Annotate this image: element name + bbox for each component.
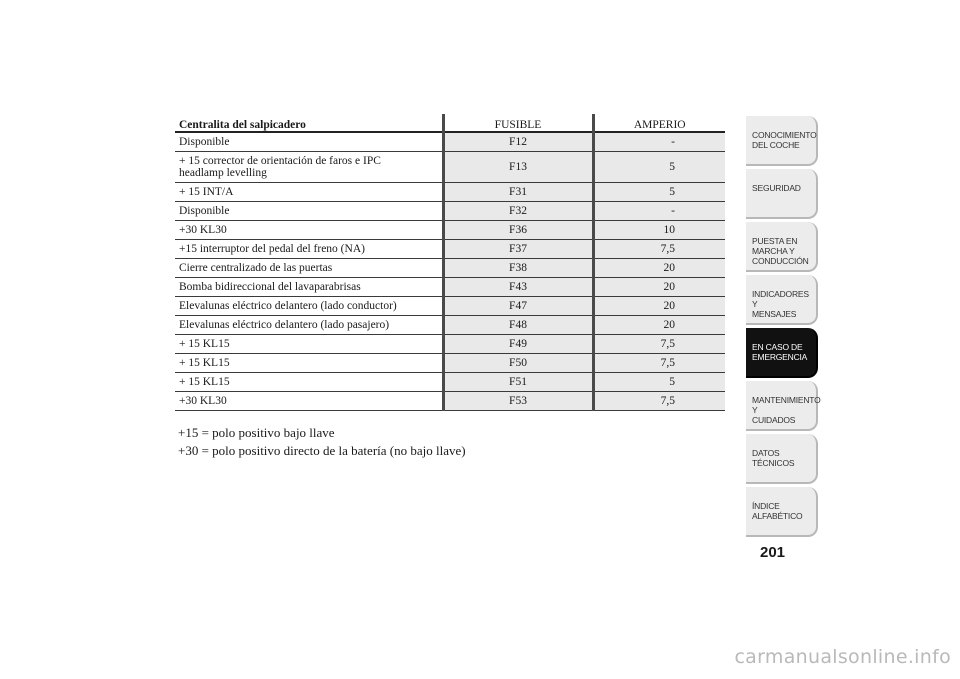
cell-description: +30 KL30 [175,392,443,411]
note-plus30: +30 = polo positivo directo de la batería (no bajo llave) [178,443,466,458]
cell-fuse: F12 [443,132,593,152]
column-header-description: Centralita del salpicadero [175,114,443,132]
chapter-tab-5[interactable]: EN CASO DE EMERGENCIA [746,328,818,378]
table-row [175,335,725,354]
cell-fuse: F36 [443,221,593,240]
cell-description: + 15 INT/A [175,183,443,202]
watermark-logo: carmanualsonline.info [734,646,951,668]
chapter-tabs [746,116,821,540]
table-row [175,392,725,411]
cell-ampere: 20 [593,316,725,335]
table-row [175,132,725,152]
note-plus15: +15 = polo positivo bajo llave [178,425,335,440]
cell-fuse: F49 [443,335,593,354]
cell-fuse: F31 [443,183,593,202]
chapter-tab-8[interactable]: ÍNDICE ALFABÉTICO [746,487,818,537]
table-row [175,278,725,297]
cell-ampere: 20 [593,297,725,316]
cell-ampere: 5 [593,152,725,183]
chapter-tab-7[interactable]: DATOS TÉCNICOS [746,434,818,484]
chapter-tab-4[interactable]: INDICADORES Y MENSAJES [746,275,818,325]
cell-fuse: F38 [443,259,593,278]
cell-description: + 15 KL15 [175,373,443,392]
cell-ampere: 5 [593,183,725,202]
cell-ampere: - [593,132,725,152]
table-row [175,240,725,259]
cell-description: Elevalunas eléctrico delantero (lado conductor) [175,297,443,316]
cell-ampere: 7,5 [593,240,725,259]
table-row [175,152,725,183]
table-row [175,354,725,373]
cell-description: + 15 corrector de orientación de faros e IPC headlamp levelling [175,152,443,183]
fuse-table [175,114,725,411]
table-header-row [175,114,725,132]
cell-description: +15 interruptor del pedal del freno (NA) [175,240,443,259]
cell-fuse: F53 [443,392,593,411]
cell-description: Disponible [175,132,443,152]
cell-ampere: 10 [593,221,725,240]
cell-ampere: 7,5 [593,335,725,354]
table-row [175,202,725,221]
cell-fuse: F37 [443,240,593,259]
cell-ampere: 20 [593,259,725,278]
notes [178,424,466,460]
table-row [175,221,725,240]
column-header-fuse: FUSIBLE [443,114,593,132]
cell-fuse: F13 [443,152,593,183]
cell-ampere: - [593,202,725,221]
cell-fuse: F51 [443,373,593,392]
page-number: 201 [760,544,786,561]
cell-ampere: 20 [593,278,725,297]
cell-ampere: 7,5 [593,392,725,411]
cell-fuse: F48 [443,316,593,335]
cell-fuse: F32 [443,202,593,221]
cell-description: +30 KL30 [175,221,443,240]
chapter-tab-1[interactable]: CONOCIMIENTO DEL COCHE [746,116,818,166]
table-row [175,316,725,335]
table-row [175,259,725,278]
table-row [175,373,725,392]
cell-ampere: 7,5 [593,354,725,373]
chapter-tab-2[interactable]: SEGURIDAD [746,169,818,219]
cell-fuse: F50 [443,354,593,373]
chapter-tab-6[interactable]: MANTENIMIENTO Y CUIDADOS [746,381,818,431]
cell-description: + 15 KL15 [175,354,443,373]
cell-description: Disponible [175,202,443,221]
cell-description: + 15 KL15 [175,335,443,354]
cell-ampere: 5 [593,373,725,392]
chapter-tab-3[interactable]: PUESTA EN MARCHA Y CONDUCCIÓN [746,222,818,272]
cell-description: Bomba bidireccional del lavaparabrisas [175,278,443,297]
column-header-ampere: AMPERIO [593,114,725,132]
cell-description: Cierre centralizado de las puertas [175,259,443,278]
cell-fuse: F43 [443,278,593,297]
cell-fuse: F47 [443,297,593,316]
cell-description: Elevalunas eléctrico delantero (lado pasajero) [175,316,443,335]
table-row [175,183,725,202]
table-row [175,297,725,316]
